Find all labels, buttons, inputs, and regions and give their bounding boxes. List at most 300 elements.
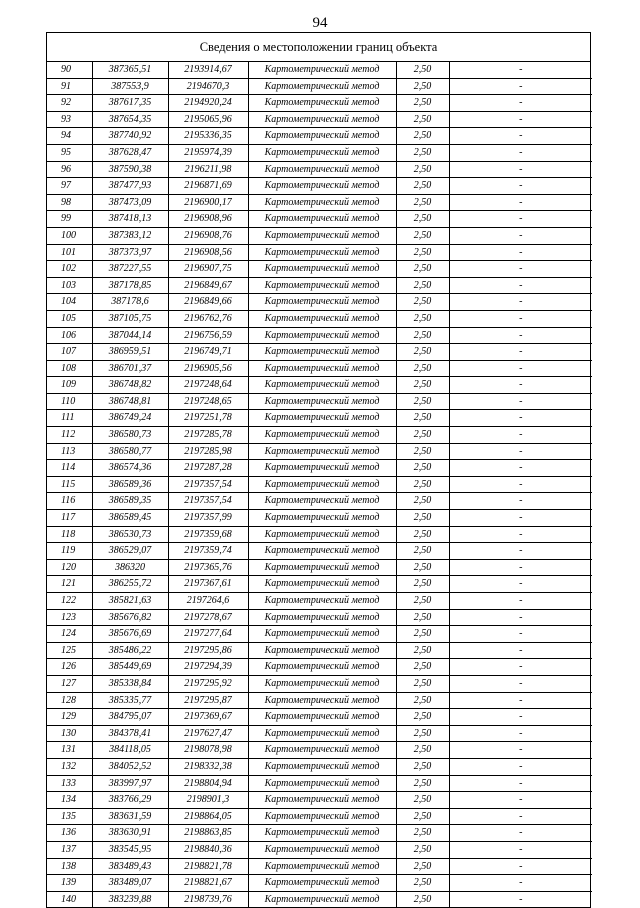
method-cell: Картометрический метод bbox=[248, 559, 396, 576]
description-cell: - bbox=[449, 609, 592, 626]
table-row bbox=[47, 725, 592, 742]
accuracy-cell: 2,50 bbox=[396, 277, 449, 294]
method-cell: Картометрический метод bbox=[248, 576, 396, 593]
description-cell: - bbox=[449, 675, 592, 692]
x-coordinate-cell: 383489,07 bbox=[92, 875, 168, 892]
x-coordinate-cell: 383997,97 bbox=[92, 775, 168, 792]
table-row bbox=[47, 377, 592, 394]
point-number-cell: 134 bbox=[47, 792, 92, 809]
x-coordinate-cell: 384378,41 bbox=[92, 725, 168, 742]
table-row bbox=[47, 792, 592, 809]
method-cell: Картометрический метод bbox=[248, 526, 396, 543]
y-coordinate-cell: 2196849,67 bbox=[168, 277, 248, 294]
table-row bbox=[47, 692, 592, 709]
method-cell: Картометрический метод bbox=[248, 742, 396, 759]
x-coordinate-cell: 385676,82 bbox=[92, 609, 168, 626]
accuracy-cell: 2,50 bbox=[396, 543, 449, 560]
method-cell: Картометрический метод bbox=[248, 410, 396, 427]
point-number-cell: 133 bbox=[47, 775, 92, 792]
accuracy-cell: 2,50 bbox=[396, 858, 449, 875]
table-row bbox=[47, 775, 592, 792]
description-cell: - bbox=[449, 526, 592, 543]
y-coordinate-cell: 2197365,76 bbox=[168, 559, 248, 576]
accuracy-cell: 2,50 bbox=[396, 227, 449, 244]
description-cell: - bbox=[449, 161, 592, 178]
accuracy-cell: 2,50 bbox=[396, 792, 449, 809]
x-coordinate-cell: 384118,05 bbox=[92, 742, 168, 759]
table-row bbox=[47, 393, 592, 410]
description-cell: - bbox=[449, 410, 592, 427]
y-coordinate-cell: 2197285,78 bbox=[168, 427, 248, 444]
method-cell: Картометрический метод bbox=[248, 709, 396, 726]
point-number-cell: 140 bbox=[47, 891, 92, 907]
y-coordinate-cell: 2198804,94 bbox=[168, 775, 248, 792]
point-number-cell: 102 bbox=[47, 261, 92, 278]
description-cell: - bbox=[449, 144, 592, 161]
table-row bbox=[47, 327, 592, 344]
x-coordinate-cell: 385335,77 bbox=[92, 692, 168, 709]
x-coordinate-cell: 386748,82 bbox=[92, 377, 168, 394]
method-cell: Картометрический метод bbox=[248, 858, 396, 875]
x-coordinate-cell: 387590,38 bbox=[92, 161, 168, 178]
table-row bbox=[47, 211, 592, 228]
point-number-cell: 136 bbox=[47, 825, 92, 842]
table-row bbox=[47, 344, 592, 361]
description-cell: - bbox=[449, 626, 592, 643]
accuracy-cell: 2,50 bbox=[396, 593, 449, 610]
y-coordinate-cell: 2197359,74 bbox=[168, 543, 248, 560]
y-coordinate-cell: 2196871,69 bbox=[168, 178, 248, 195]
accuracy-cell: 2,50 bbox=[396, 659, 449, 676]
point-number-cell: 106 bbox=[47, 327, 92, 344]
description-cell: - bbox=[449, 775, 592, 792]
x-coordinate-cell: 387383,12 bbox=[92, 227, 168, 244]
description-cell: - bbox=[449, 261, 592, 278]
y-coordinate-cell: 2196908,76 bbox=[168, 227, 248, 244]
accuracy-cell: 2,50 bbox=[396, 709, 449, 726]
point-number-cell: 91 bbox=[47, 78, 92, 95]
accuracy-cell: 2,50 bbox=[396, 310, 449, 327]
point-number-cell: 113 bbox=[47, 443, 92, 460]
accuracy-cell: 2,50 bbox=[396, 510, 449, 527]
accuracy-cell: 2,50 bbox=[396, 62, 449, 78]
method-cell: Картометрический метод bbox=[248, 675, 396, 692]
y-coordinate-cell: 2197294,39 bbox=[168, 659, 248, 676]
accuracy-cell: 2,50 bbox=[396, 559, 449, 576]
accuracy-cell: 2,50 bbox=[396, 626, 449, 643]
description-cell: - bbox=[449, 128, 592, 145]
description-cell: - bbox=[449, 841, 592, 858]
x-coordinate-cell: 387373,97 bbox=[92, 244, 168, 261]
y-coordinate-cell: 2196908,56 bbox=[168, 244, 248, 261]
accuracy-cell: 2,50 bbox=[396, 327, 449, 344]
method-cell: Картометрический метод bbox=[248, 144, 396, 161]
table-row bbox=[47, 95, 592, 112]
point-number-cell: 128 bbox=[47, 692, 92, 709]
point-number-cell: 98 bbox=[47, 194, 92, 211]
accuracy-cell: 2,50 bbox=[396, 609, 449, 626]
x-coordinate-cell: 387178,85 bbox=[92, 277, 168, 294]
point-number-cell: 138 bbox=[47, 858, 92, 875]
y-coordinate-cell: 2198332,38 bbox=[168, 758, 248, 775]
accuracy-cell: 2,50 bbox=[396, 161, 449, 178]
table-row bbox=[47, 178, 592, 195]
description-cell: - bbox=[449, 875, 592, 892]
x-coordinate-cell: 387477,93 bbox=[92, 178, 168, 195]
point-number-cell: 125 bbox=[47, 642, 92, 659]
x-coordinate-cell: 387553,9 bbox=[92, 78, 168, 95]
method-cell: Картометрический метод bbox=[248, 360, 396, 377]
method-cell: Картометрический метод bbox=[248, 758, 396, 775]
description-cell: - bbox=[449, 194, 592, 211]
y-coordinate-cell: 2198078,98 bbox=[168, 742, 248, 759]
point-number-cell: 120 bbox=[47, 559, 92, 576]
x-coordinate-cell: 386574,36 bbox=[92, 460, 168, 477]
method-cell: Картометрический метод bbox=[248, 128, 396, 145]
y-coordinate-cell: 2197248,64 bbox=[168, 377, 248, 394]
method-cell: Картометрический метод bbox=[248, 841, 396, 858]
table-row bbox=[47, 758, 592, 775]
y-coordinate-cell: 2197627,47 bbox=[168, 725, 248, 742]
x-coordinate-cell: 387473,09 bbox=[92, 194, 168, 211]
table-row bbox=[47, 443, 592, 460]
table-row bbox=[47, 78, 592, 95]
point-number-cell: 137 bbox=[47, 841, 92, 858]
method-cell: Картометрический метод bbox=[248, 393, 396, 410]
y-coordinate-cell: 2197357,54 bbox=[168, 476, 248, 493]
accuracy-cell: 2,50 bbox=[396, 427, 449, 444]
x-coordinate-cell: 386530,73 bbox=[92, 526, 168, 543]
description-cell: - bbox=[449, 360, 592, 377]
accuracy-cell: 2,50 bbox=[396, 675, 449, 692]
table-row bbox=[47, 642, 592, 659]
table-row bbox=[47, 659, 592, 676]
point-number-cell: 119 bbox=[47, 543, 92, 560]
accuracy-cell: 2,50 bbox=[396, 377, 449, 394]
y-coordinate-cell: 2196900,17 bbox=[168, 194, 248, 211]
x-coordinate-cell: 383631,59 bbox=[92, 808, 168, 825]
table-row bbox=[47, 261, 592, 278]
description-cell: - bbox=[449, 95, 592, 112]
y-coordinate-cell: 2195336,35 bbox=[168, 128, 248, 145]
method-cell: Картометрический метод bbox=[248, 875, 396, 892]
x-coordinate-cell: 385486,22 bbox=[92, 642, 168, 659]
method-cell: Картометрический метод bbox=[248, 476, 396, 493]
table-row bbox=[47, 360, 592, 377]
y-coordinate-cell: 2195974,39 bbox=[168, 144, 248, 161]
accuracy-cell: 2,50 bbox=[396, 808, 449, 825]
description-cell: - bbox=[449, 725, 592, 742]
description-cell: - bbox=[449, 493, 592, 510]
description-cell: - bbox=[449, 377, 592, 394]
y-coordinate-cell: 2197277,64 bbox=[168, 626, 248, 643]
y-coordinate-cell: 2197287,28 bbox=[168, 460, 248, 477]
point-number-cell: 99 bbox=[47, 211, 92, 228]
accuracy-cell: 2,50 bbox=[396, 775, 449, 792]
accuracy-cell: 2,50 bbox=[396, 443, 449, 460]
method-cell: Картометрический метод bbox=[248, 808, 396, 825]
point-number-cell: 139 bbox=[47, 875, 92, 892]
description-cell: - bbox=[449, 858, 592, 875]
x-coordinate-cell: 385338,84 bbox=[92, 675, 168, 692]
x-coordinate-cell: 387227,55 bbox=[92, 261, 168, 278]
description-cell: - bbox=[449, 808, 592, 825]
method-cell: Картометрический метод bbox=[248, 593, 396, 610]
table-row bbox=[47, 675, 592, 692]
table-row bbox=[47, 626, 592, 643]
point-number-cell: 126 bbox=[47, 659, 92, 676]
point-number-cell: 97 bbox=[47, 178, 92, 195]
accuracy-cell: 2,50 bbox=[396, 526, 449, 543]
table-row bbox=[47, 144, 592, 161]
method-cell: Картометрический метод bbox=[248, 161, 396, 178]
description-cell: - bbox=[449, 327, 592, 344]
description-cell: - bbox=[449, 642, 592, 659]
table-row bbox=[47, 410, 592, 427]
method-cell: Картометрический метод bbox=[248, 310, 396, 327]
x-coordinate-cell: 386320 bbox=[92, 559, 168, 576]
description-cell: - bbox=[449, 891, 592, 907]
table-row bbox=[47, 277, 592, 294]
accuracy-cell: 2,50 bbox=[396, 742, 449, 759]
x-coordinate-cell: 386580,77 bbox=[92, 443, 168, 460]
x-coordinate-cell: 386959,51 bbox=[92, 344, 168, 361]
method-cell: Картометрический метод bbox=[248, 178, 396, 195]
description-cell: - bbox=[449, 211, 592, 228]
x-coordinate-cell: 387418,13 bbox=[92, 211, 168, 228]
description-cell: - bbox=[449, 227, 592, 244]
method-cell: Картометрический метод bbox=[248, 725, 396, 742]
x-coordinate-cell: 386749,24 bbox=[92, 410, 168, 427]
method-cell: Картометрический метод bbox=[248, 825, 396, 842]
accuracy-cell: 2,50 bbox=[396, 211, 449, 228]
accuracy-cell: 2,50 bbox=[396, 642, 449, 659]
point-number-cell: 109 bbox=[47, 377, 92, 394]
table-row bbox=[47, 825, 592, 842]
y-coordinate-cell: 2197295,86 bbox=[168, 642, 248, 659]
accuracy-cell: 2,50 bbox=[396, 476, 449, 493]
description-cell: - bbox=[449, 576, 592, 593]
coordinates-table bbox=[47, 62, 592, 907]
y-coordinate-cell: 2197369,67 bbox=[168, 709, 248, 726]
point-number-cell: 96 bbox=[47, 161, 92, 178]
accuracy-cell: 2,50 bbox=[396, 692, 449, 709]
x-coordinate-cell: 383766,29 bbox=[92, 792, 168, 809]
point-number-cell: 124 bbox=[47, 626, 92, 643]
point-number-cell: 115 bbox=[47, 476, 92, 493]
method-cell: Картометрический метод bbox=[248, 609, 396, 626]
table-row bbox=[47, 808, 592, 825]
x-coordinate-cell: 386589,35 bbox=[92, 493, 168, 510]
point-number-cell: 93 bbox=[47, 111, 92, 128]
point-number-cell: 118 bbox=[47, 526, 92, 543]
table-row bbox=[47, 609, 592, 626]
accuracy-cell: 2,50 bbox=[396, 725, 449, 742]
method-cell: Картометрический метод bbox=[248, 692, 396, 709]
method-cell: Картометрический метод bbox=[248, 443, 396, 460]
table-row bbox=[47, 111, 592, 128]
point-number-cell: 127 bbox=[47, 675, 92, 692]
y-coordinate-cell: 2198821,78 bbox=[168, 858, 248, 875]
description-cell: - bbox=[449, 460, 592, 477]
accuracy-cell: 2,50 bbox=[396, 460, 449, 477]
x-coordinate-cell: 387044,14 bbox=[92, 327, 168, 344]
x-coordinate-cell: 386255,72 bbox=[92, 576, 168, 593]
point-number-cell: 116 bbox=[47, 493, 92, 510]
table-row bbox=[47, 227, 592, 244]
method-cell: Картометрический метод bbox=[248, 493, 396, 510]
x-coordinate-cell: 387617,35 bbox=[92, 95, 168, 112]
y-coordinate-cell: 2197357,54 bbox=[168, 493, 248, 510]
x-coordinate-cell: 383239,88 bbox=[92, 891, 168, 907]
description-cell: - bbox=[449, 111, 592, 128]
point-number-cell: 92 bbox=[47, 95, 92, 112]
x-coordinate-cell: 386580,73 bbox=[92, 427, 168, 444]
point-number-cell: 112 bbox=[47, 427, 92, 444]
point-number-cell: 131 bbox=[47, 742, 92, 759]
method-cell: Картометрический метод bbox=[248, 659, 396, 676]
y-coordinate-cell: 2197295,87 bbox=[168, 692, 248, 709]
point-number-cell: 121 bbox=[47, 576, 92, 593]
method-cell: Картометрический метод bbox=[248, 95, 396, 112]
y-coordinate-cell: 2198840,36 bbox=[168, 841, 248, 858]
description-cell: - bbox=[449, 62, 592, 78]
accuracy-cell: 2,50 bbox=[396, 891, 449, 907]
point-number-cell: 122 bbox=[47, 593, 92, 610]
description-cell: - bbox=[449, 792, 592, 809]
y-coordinate-cell: 2196849,66 bbox=[168, 294, 248, 311]
y-coordinate-cell: 2197295,92 bbox=[168, 675, 248, 692]
x-coordinate-cell: 387628,47 bbox=[92, 144, 168, 161]
accuracy-cell: 2,50 bbox=[396, 194, 449, 211]
description-cell: - bbox=[449, 659, 592, 676]
table-row bbox=[47, 559, 592, 576]
x-coordinate-cell: 387105,75 bbox=[92, 310, 168, 327]
description-cell: - bbox=[449, 543, 592, 560]
method-cell: Картометрический метод bbox=[248, 377, 396, 394]
accuracy-cell: 2,50 bbox=[396, 111, 449, 128]
table-body bbox=[47, 62, 592, 907]
y-coordinate-cell: 2198821,67 bbox=[168, 875, 248, 892]
description-cell: - bbox=[449, 344, 592, 361]
description-cell: - bbox=[449, 742, 592, 759]
y-coordinate-cell: 2196908,96 bbox=[168, 211, 248, 228]
y-coordinate-cell: 2196762,76 bbox=[168, 310, 248, 327]
y-coordinate-cell: 2195065,96 bbox=[168, 111, 248, 128]
point-number-cell: 130 bbox=[47, 725, 92, 742]
x-coordinate-cell: 387178,6 bbox=[92, 294, 168, 311]
accuracy-cell: 2,50 bbox=[396, 261, 449, 278]
description-cell: - bbox=[449, 310, 592, 327]
accuracy-cell: 2,50 bbox=[396, 178, 449, 195]
x-coordinate-cell: 386701,37 bbox=[92, 360, 168, 377]
point-number-cell: 114 bbox=[47, 460, 92, 477]
y-coordinate-cell: 2193914,67 bbox=[168, 62, 248, 78]
table-row bbox=[47, 742, 592, 759]
method-cell: Картометрический метод bbox=[248, 111, 396, 128]
method-cell: Картометрический метод bbox=[248, 543, 396, 560]
table-row bbox=[47, 875, 592, 892]
x-coordinate-cell: 386748,81 bbox=[92, 393, 168, 410]
accuracy-cell: 2,50 bbox=[396, 144, 449, 161]
method-cell: Картометрический метод bbox=[248, 460, 396, 477]
method-cell: Картометрический метод bbox=[248, 510, 396, 527]
table-row bbox=[47, 62, 592, 78]
x-coordinate-cell: 386589,36 bbox=[92, 476, 168, 493]
method-cell: Картометрический метод bbox=[248, 344, 396, 361]
x-coordinate-cell: 386589,45 bbox=[92, 510, 168, 527]
accuracy-cell: 2,50 bbox=[396, 493, 449, 510]
x-coordinate-cell: 386529,07 bbox=[92, 543, 168, 560]
x-coordinate-cell: 385449,69 bbox=[92, 659, 168, 676]
method-cell: Картометрический метод bbox=[248, 891, 396, 907]
accuracy-cell: 2,50 bbox=[396, 841, 449, 858]
accuracy-cell: 2,50 bbox=[396, 360, 449, 377]
table-row bbox=[47, 476, 592, 493]
x-coordinate-cell: 383489,43 bbox=[92, 858, 168, 875]
description-cell: - bbox=[449, 443, 592, 460]
table-row bbox=[47, 128, 592, 145]
y-coordinate-cell: 2196907,75 bbox=[168, 261, 248, 278]
y-coordinate-cell: 2196905,56 bbox=[168, 360, 248, 377]
table-row bbox=[47, 858, 592, 875]
x-coordinate-cell: 387654,35 bbox=[92, 111, 168, 128]
y-coordinate-cell: 2198863,85 bbox=[168, 825, 248, 842]
method-cell: Картометрический метод bbox=[248, 78, 396, 95]
description-cell: - bbox=[449, 393, 592, 410]
table-row bbox=[47, 294, 592, 311]
accuracy-cell: 2,50 bbox=[396, 393, 449, 410]
table-row bbox=[47, 576, 592, 593]
point-number-cell: 105 bbox=[47, 310, 92, 327]
x-coordinate-cell: 384052,52 bbox=[92, 758, 168, 775]
table-row bbox=[47, 543, 592, 560]
accuracy-cell: 2,50 bbox=[396, 875, 449, 892]
description-cell: - bbox=[449, 244, 592, 261]
description-cell: - bbox=[449, 277, 592, 294]
method-cell: Картометрический метод bbox=[248, 642, 396, 659]
table-row bbox=[47, 244, 592, 261]
table-row bbox=[47, 194, 592, 211]
table-row bbox=[47, 709, 592, 726]
description-cell: - bbox=[449, 294, 592, 311]
point-number-cell: 100 bbox=[47, 227, 92, 244]
table-row bbox=[47, 841, 592, 858]
y-coordinate-cell: 2197264,6 bbox=[168, 593, 248, 610]
accuracy-cell: 2,50 bbox=[396, 825, 449, 842]
accuracy-cell: 2,50 bbox=[396, 78, 449, 95]
point-number-cell: 110 bbox=[47, 393, 92, 410]
method-cell: Картометрический метод bbox=[248, 277, 396, 294]
accuracy-cell: 2,50 bbox=[396, 576, 449, 593]
y-coordinate-cell: 2198864,05 bbox=[168, 808, 248, 825]
table-row bbox=[47, 526, 592, 543]
method-cell: Картометрический метод bbox=[248, 626, 396, 643]
description-cell: - bbox=[449, 427, 592, 444]
table-row bbox=[47, 310, 592, 327]
x-coordinate-cell: 383545,95 bbox=[92, 841, 168, 858]
description-cell: - bbox=[449, 758, 592, 775]
x-coordinate-cell: 385676,69 bbox=[92, 626, 168, 643]
y-coordinate-cell: 2198901,3 bbox=[168, 792, 248, 809]
description-cell: - bbox=[449, 559, 592, 576]
point-number-cell: 117 bbox=[47, 510, 92, 527]
accuracy-cell: 2,50 bbox=[396, 128, 449, 145]
table-row bbox=[47, 593, 592, 610]
accuracy-cell: 2,50 bbox=[396, 244, 449, 261]
y-coordinate-cell: 2197367,61 bbox=[168, 576, 248, 593]
method-cell: Картометрический метод bbox=[248, 211, 396, 228]
